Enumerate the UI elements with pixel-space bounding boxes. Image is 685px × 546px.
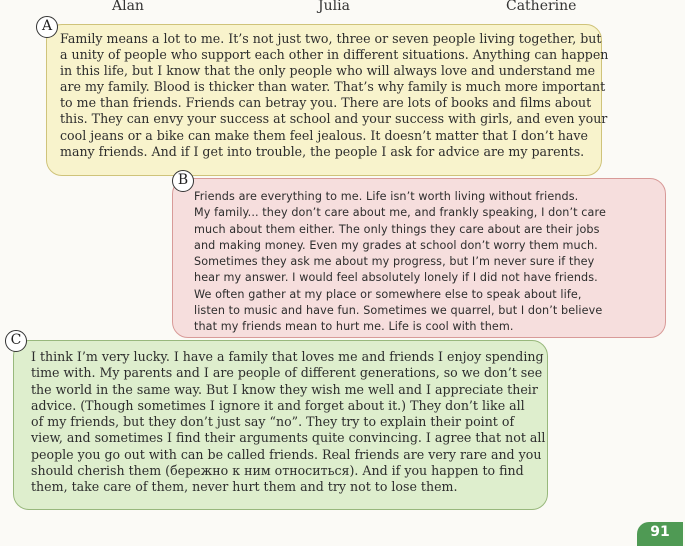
marker-b: B	[172, 170, 194, 192]
paragraph-c: I think I’m very lucky. I have a family that loves me and friends I enjoy spending time with. My parents and I are people of different generations, so we don’t see the world in the same way. But I know they wish me well and I appreciate their advice. (Though sometimes I ignore it and forget about it.) They don’t like all of my friends, but they don’t just say “no”. They try to explain their point of view, and sometimes I find their arguments quite convincing. I agree that not all people you go out with can be called friends. Real friends are very rare and you should cherish them (бережно к ним относиться). And if you happen to find them, take care of them, never hurt them and try not to lose them.	[31, 349, 546, 495]
name-alan: Alan	[112, 0, 144, 14]
paragraph-a: Family means a lot to me. It’s not just two, three or seven people living together, but a unity of people who support each other in different situations. Anything can happen in this life, but I know that the only people who will always love and understand me are my family. Blood is thicker than water. That’s why family is much more important to me than friends. Friends can betray you. There are lots of books and films about this. They can envy your success at school and your success with girls, and even your cool jeans or a bike can make them feel jealous. It doesn’t matter that I don’t have many friends. And if I get into trouble, the people I ask for advice are my parents.	[60, 31, 609, 159]
name-catherine: Catherine	[506, 0, 577, 14]
marker-c: C	[5, 330, 27, 352]
marker-a: A	[36, 16, 58, 38]
page-number: 91	[637, 522, 683, 546]
paragraph-b: Friends are everything to me. Life isn’t worth living without friends. My family... they don’t care about me, and frankly speaking, I don’t care much about them either. The only things they care about are their jobs and making money. Even my grades at school don’t worry them much. Sometimes they ask me about my progress, but I’m never sure if they hear my answer. I would feel absolutely lonely if I did not have friends. We often gather at my place or somewhere else to speak about life, listen to music and have fun. Sometimes we quarrel, but I don’t believe that my friends mean to hurt me. Life is cool with them.	[194, 190, 606, 334]
name-julia: Julia	[318, 0, 350, 14]
